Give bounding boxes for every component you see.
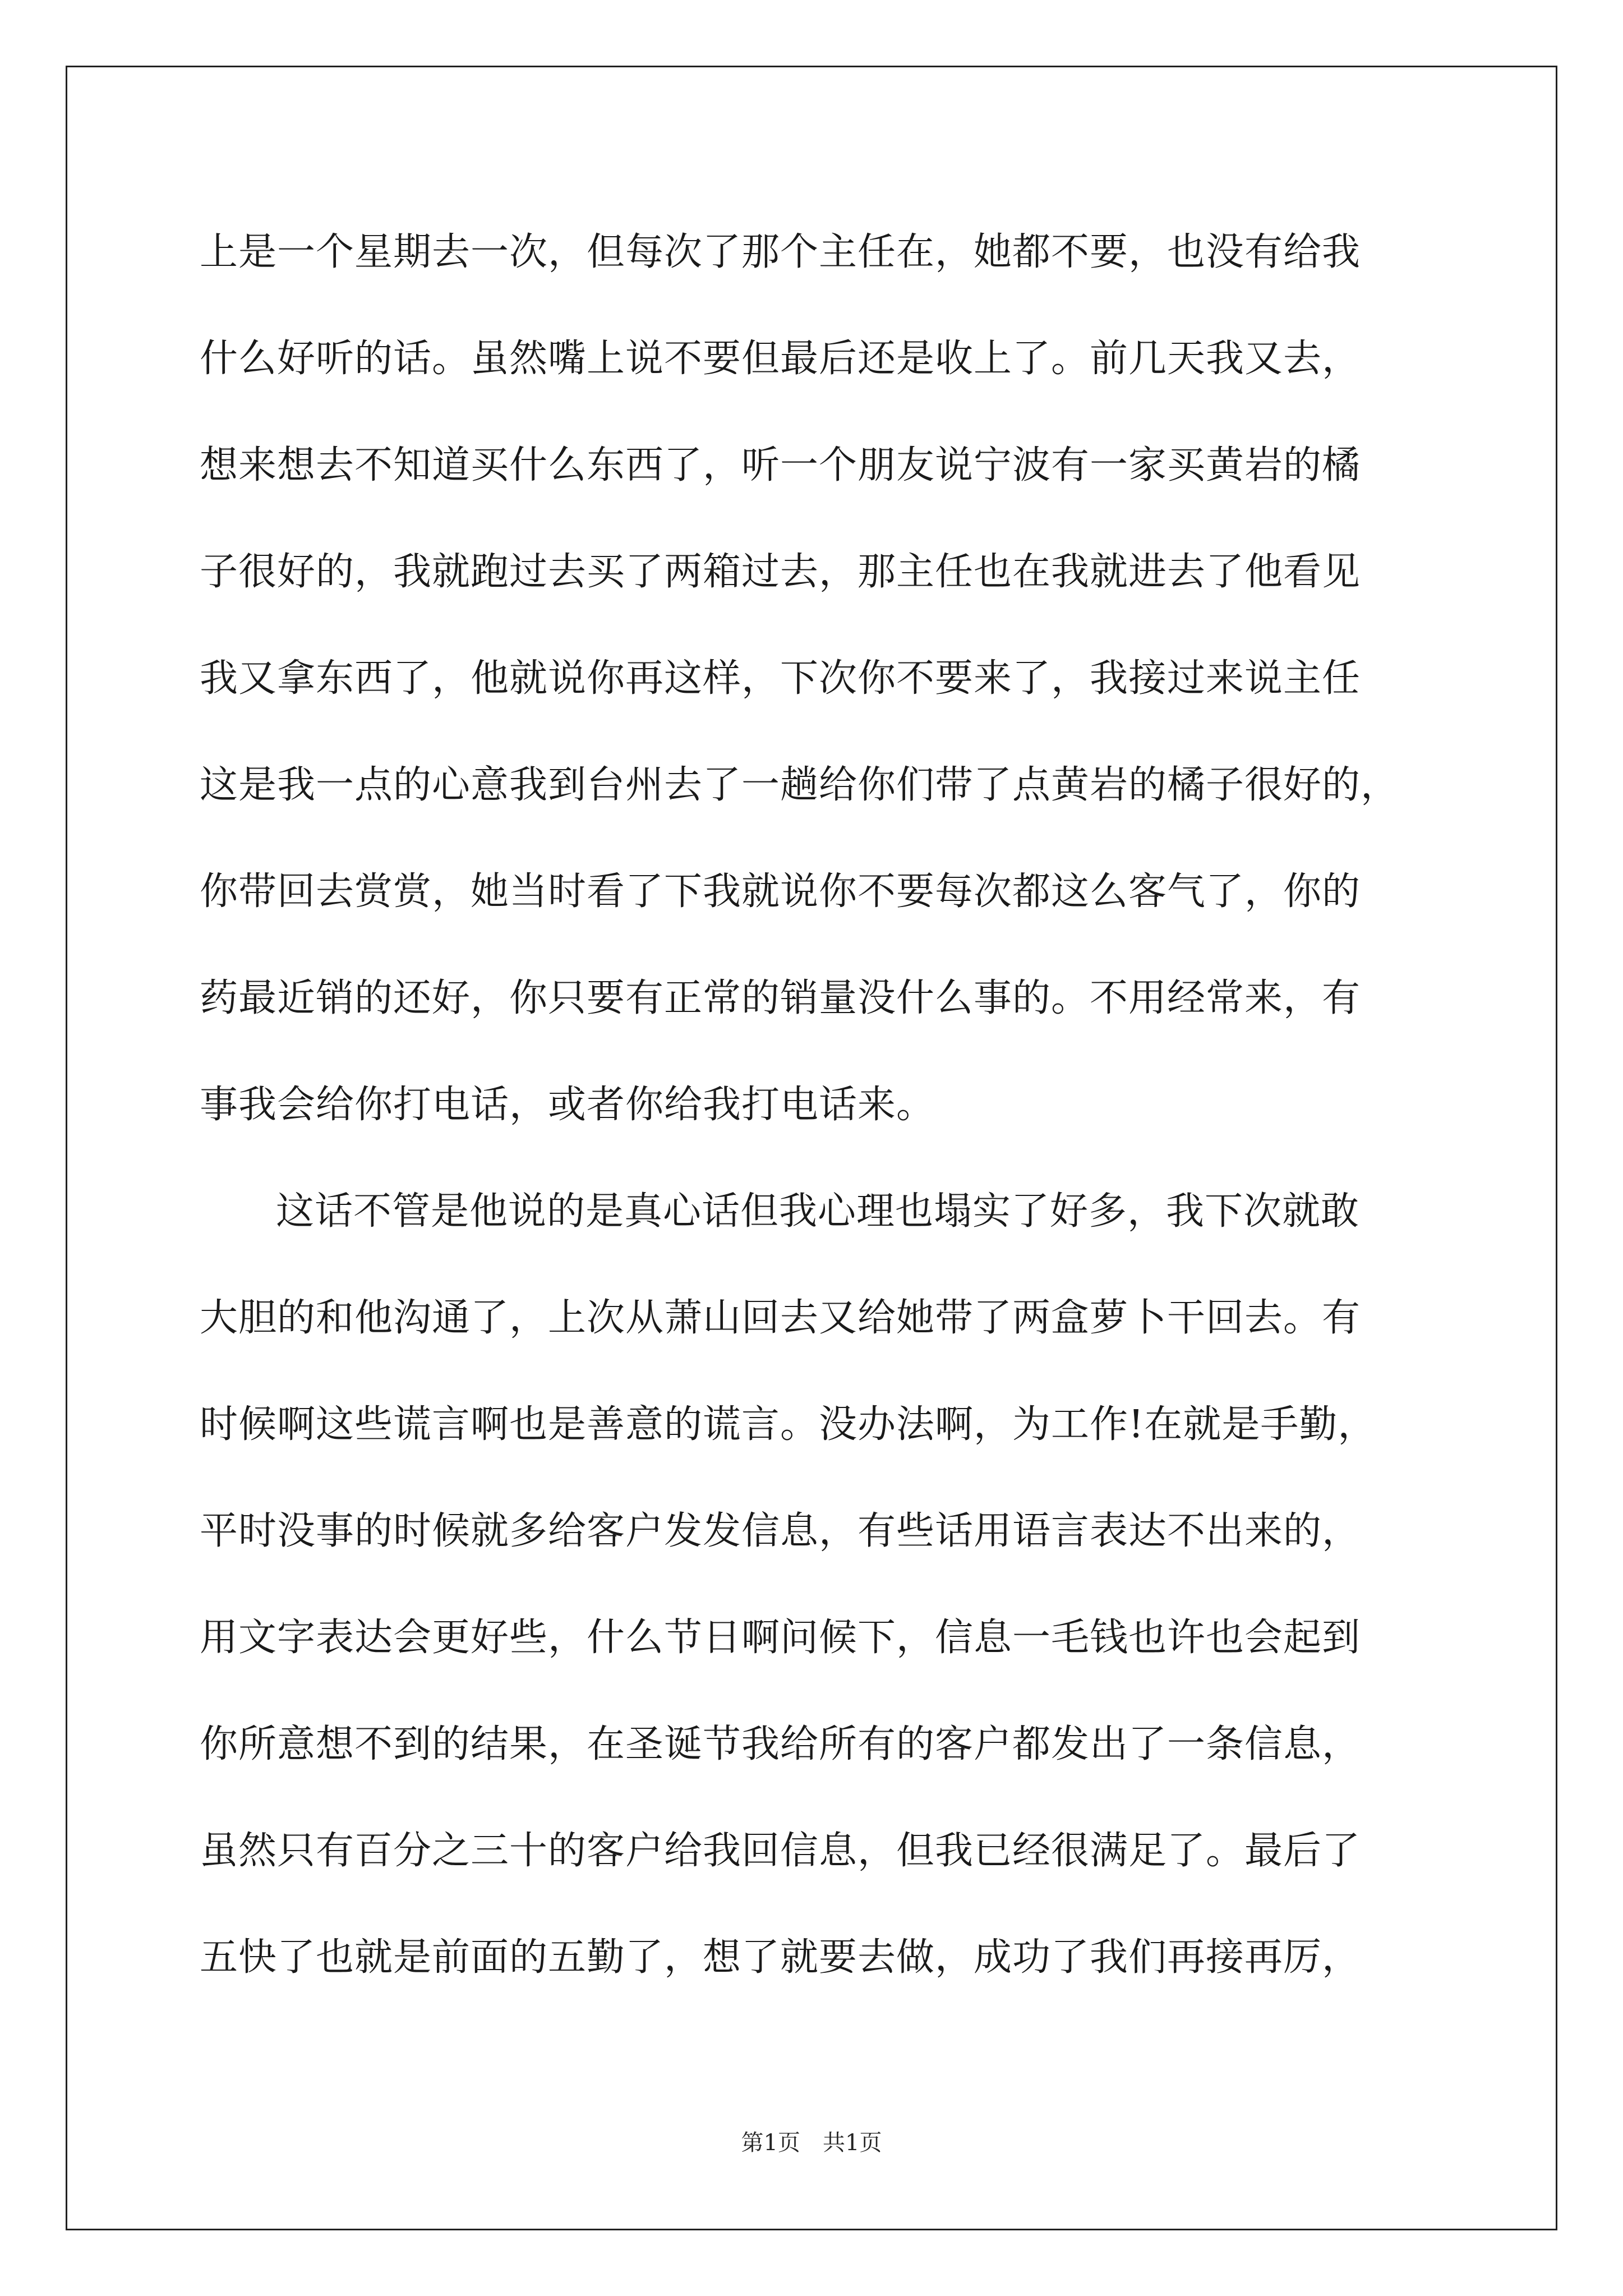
text-line: 这是我一点的心意我到台州去了一趟给你们带了点黄岩的橘子很好的， — [200, 763, 1400, 807]
page-number: 第1页 — [741, 2130, 800, 2156]
text-line: 你带回去赏赏，她当时看了下我就说你不要每次都这么客气了，你的 — [200, 869, 1361, 914]
text-line: 虽然只有百分之三十的客户给我回信息，但我已经很满足了。最后了 — [200, 1829, 1361, 1873]
page-footer — [0, 2126, 1623, 2160]
text-line: 大胆的和他沟通了，上次从萧山回去又给她带了两盒萝卜干回去。有 — [200, 1296, 1361, 1340]
text-line: 子很好的，我就跑过去买了两箱过去，那主任也在我就进去了他看见 — [200, 550, 1361, 594]
text-line: 上是一个星期去一次，但每次了那个主任在，她都不要，也没有给我 — [200, 230, 1361, 274]
paragraph-start-line: 这话不管是他说的是真心话但我心理也塌实了好多，我下次就敢 — [276, 1189, 1360, 1234]
text-line: 你所意想不到的结果，在圣诞节我给所有的客户都发出了一条信息， — [200, 1722, 1361, 1766]
text-line: 事我会给你打电话，或者你给我打电话来。 — [200, 1083, 935, 1127]
text-line: 用文字表达会更好些，什么节日啊问候下，信息一毛钱也许也会起到 — [200, 1616, 1361, 1660]
text-line: 想来想去不知道买什么东西了，听一个朋友说宁波有一家买黄岩的橘 — [200, 443, 1361, 487]
text-line: 五快了也就是前面的五勤了，想了就要去做，成功了我们再接再厉， — [200, 1935, 1361, 1980]
text-line: 什么好听的话。虽然嘴上说不要但最后还是收上了。前几天我又去， — [200, 337, 1361, 381]
document-body — [200, 210, 1456, 2022]
text-line: 药最近销的还好，你只要有正常的销量没什么事的。不用经常来，有 — [200, 976, 1361, 1020]
text-line: 时候啊这些谎言啊也是善意的谎言。没办法啊，为工作!在就是手勤， — [200, 1402, 1377, 1447]
text-line: 平时没事的时候就多给客户发发信息，有些话用语言表达不出来的， — [200, 1509, 1361, 1553]
text-line: 我又拿东西了，他就说你再这样，下次你不要来了，我接过来说主任 — [200, 656, 1361, 701]
page-count: 共1页 — [823, 2130, 882, 2156]
